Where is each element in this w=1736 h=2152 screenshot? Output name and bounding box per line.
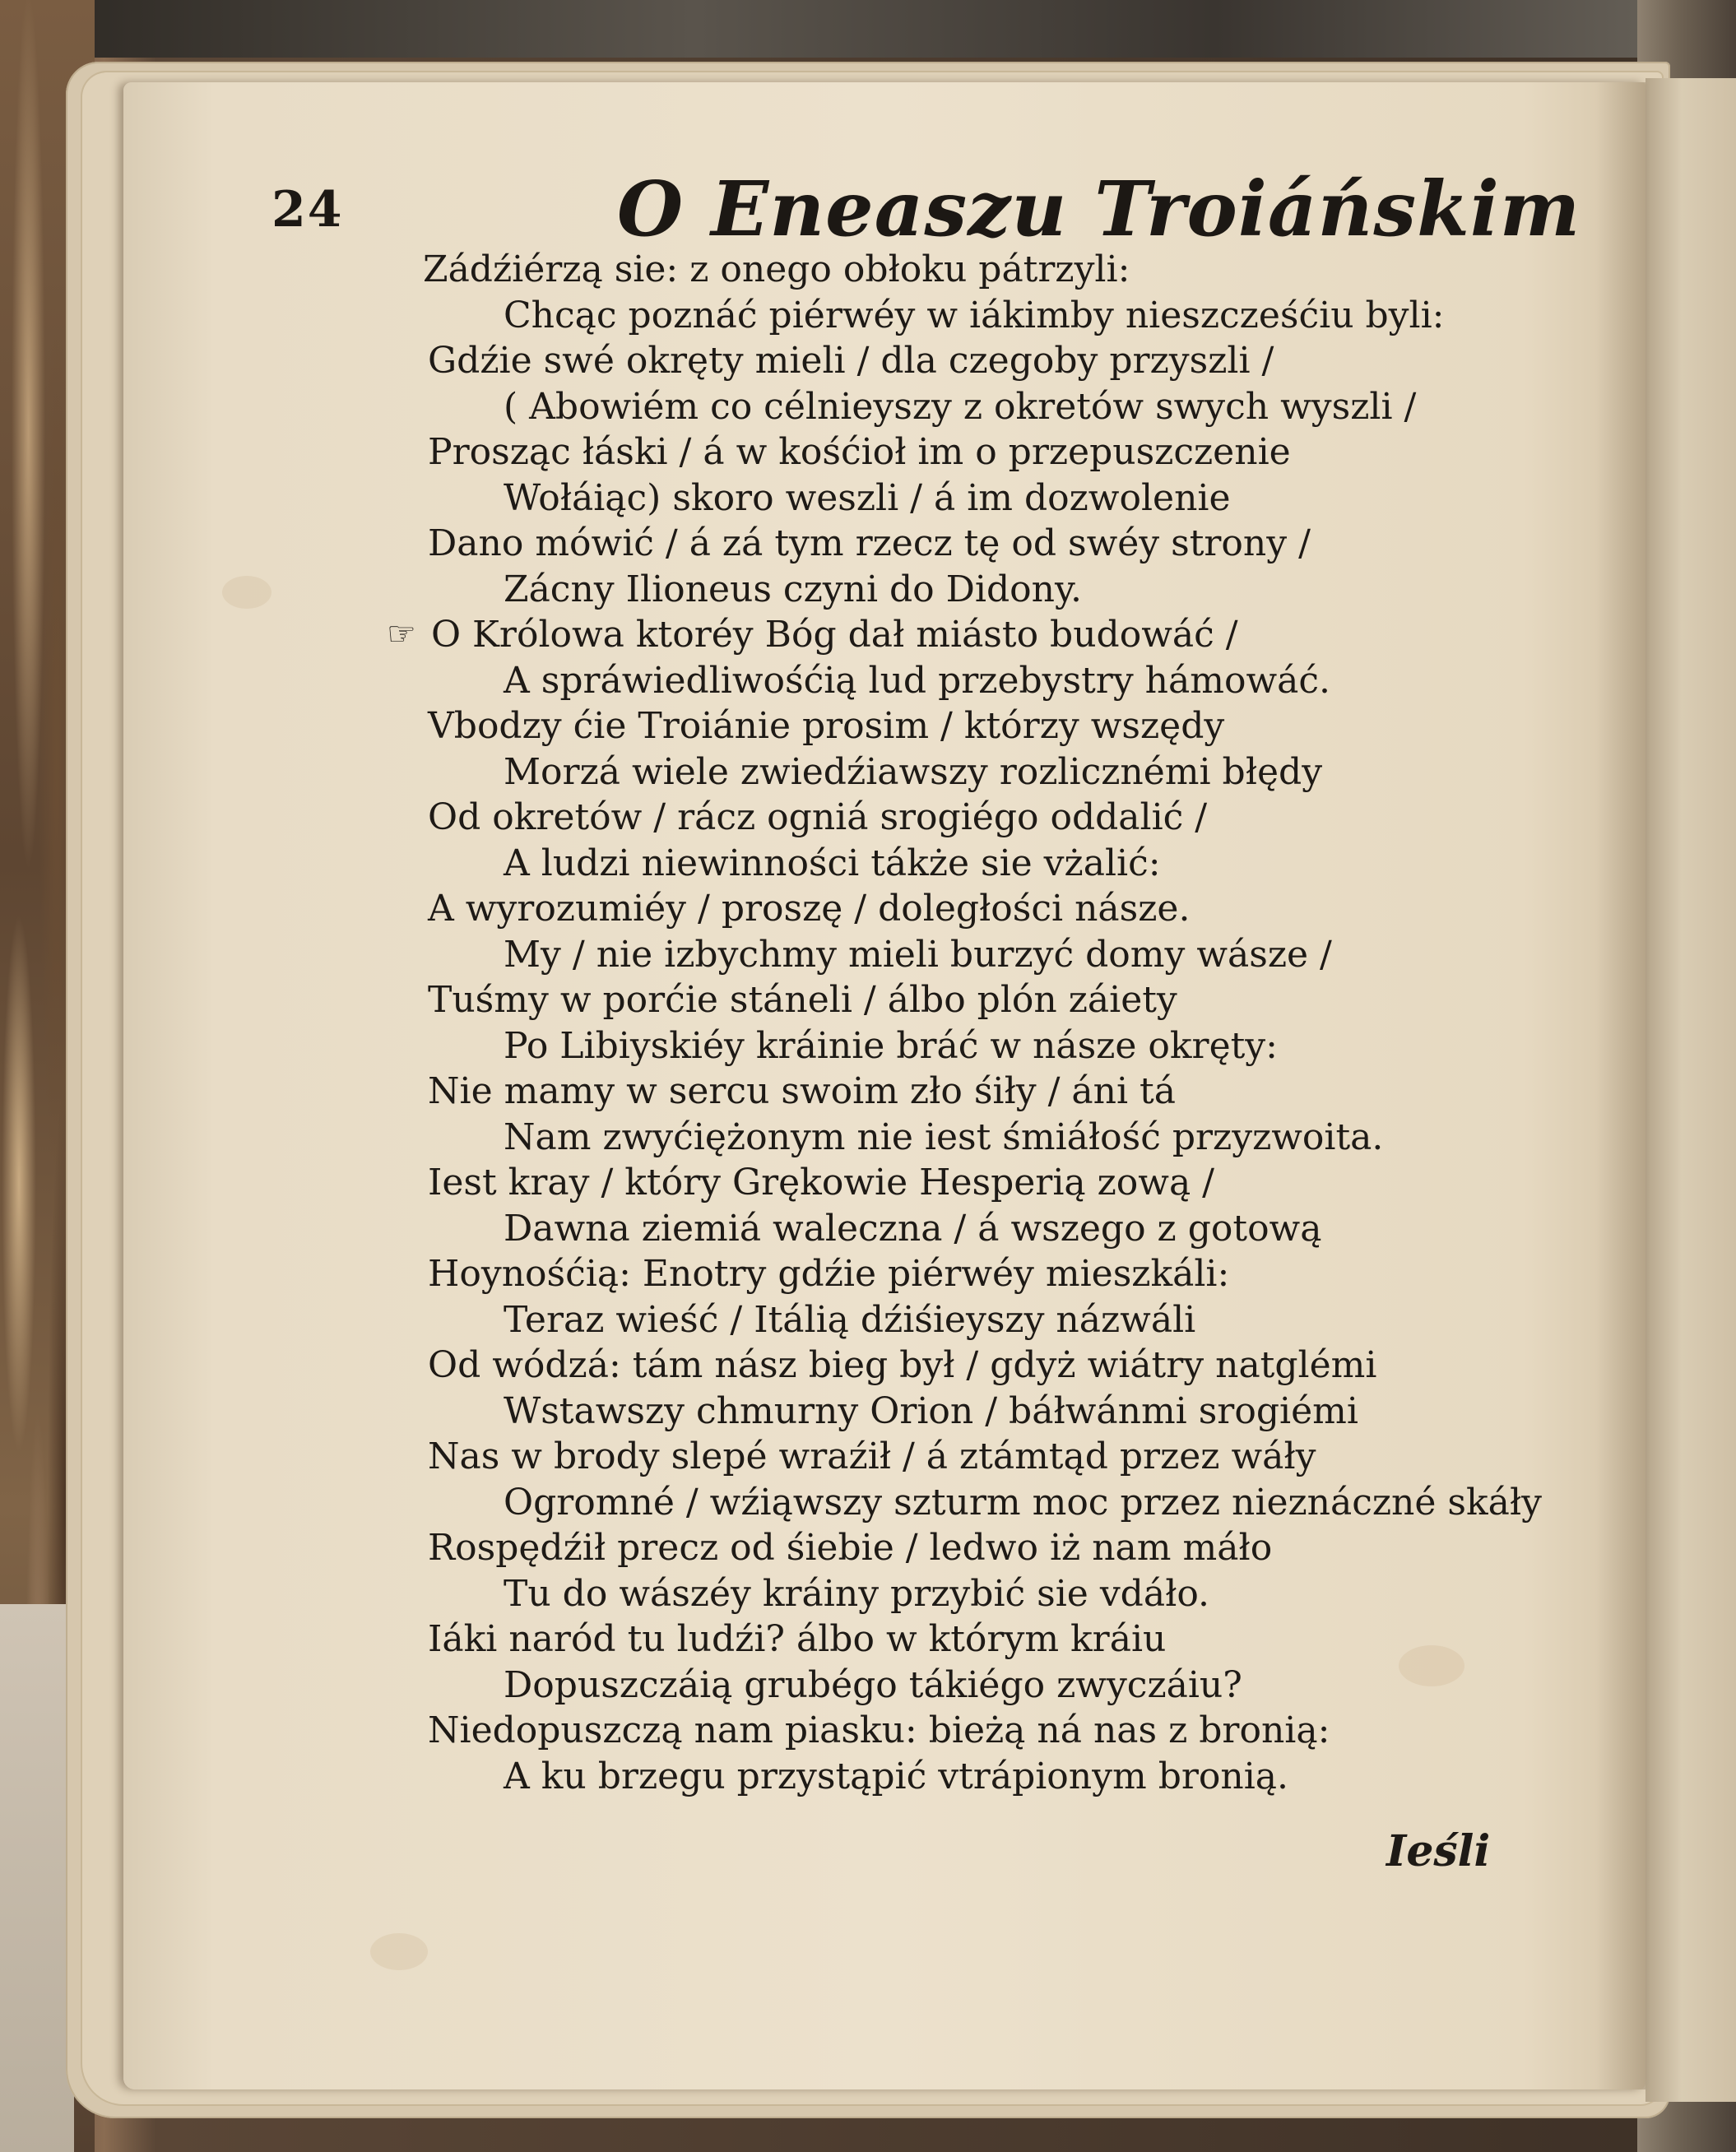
verse-line: Rospędźił precz od śiebie / ledwo iż nam máło — [428, 1527, 1273, 1569]
verse-block — [387, 247, 1543, 1799]
verse-line: A wyrozumiéy / proszę / doległości násze. — [428, 888, 1191, 930]
foxing-spot — [222, 576, 272, 609]
cover-board-lower — [0, 1604, 74, 2152]
verse-line: Nie mamy w sercu swoim zło śiły / áni tá — [428, 1070, 1176, 1112]
running-title: O Eneaszu Troiáńskim — [617, 165, 1581, 253]
verse-line: Tu do wászéy kráiny przybić sie vdáło. — [504, 1572, 1210, 1615]
verse-line: Ogromné / wźiąwszy szturm moc przez nieznáczné skáły — [504, 1481, 1543, 1524]
verse-line: Dopuszczáią grubégo tákiégo zwyczáiu? — [504, 1663, 1242, 1706]
verse-line: Vbodzy ćie Troiánie prosim / którzy wszędy — [428, 705, 1225, 747]
verse-line: Zácny Ilioneus czyni do Didony. — [504, 568, 1082, 610]
verse-line: Wstawszy chmurny Orion / báłwánmi srogiémi — [504, 1389, 1358, 1432]
foxing-spot — [370, 1933, 428, 1970]
verse-line: A spráwiedliwośćią lud przebystry hámowáć. — [504, 659, 1330, 702]
verse-line: Prosząc łáski / á w kośćioł im o przepuszczenie — [428, 431, 1291, 473]
verse-line: Morzá wiele zwiedźiawszy rozlicznémi błędy — [504, 750, 1323, 793]
verse-line: Dano mówić / á zá tym rzecz tę od swéy strony / — [428, 522, 1311, 564]
background-top — [0, 0, 1736, 58]
catchword: Ieśli — [1386, 1826, 1491, 1876]
pilcrow-fleuron-icon: ☞ — [387, 615, 416, 653]
verse-line: Niedopuszczą nam piasku: bieżą ná nas z bronią: — [428, 1709, 1330, 1751]
verse-line: My / nie izbychmy mieli burzyć domy wásze / — [504, 933, 1332, 976]
verse-line: Od wódzá: tám nász bieg był / gdyż wiátry natglémi — [428, 1344, 1377, 1386]
verse-line-with-fleuron — [387, 612, 1448, 658]
verse-line: Chcąc poznáć piérwéy w iákimby nieszcześćiu byli: — [504, 294, 1445, 336]
verse-line: Iáki naród tu ludźi? álbo w którym kráiu — [428, 1618, 1167, 1660]
facing-page-edge — [1645, 78, 1736, 2102]
verse-line: Po Libiyskiéy kráinie bráć w násze okręty: — [504, 1024, 1278, 1067]
verse-line: Teraz wieść / Itálią dźiśieyszy názwáli — [504, 1298, 1196, 1341]
verse-line: A ludzi niewinności tákże sie vżalić: — [504, 842, 1161, 884]
verse-line-text: O Królowa ktoréy Bóg dał miásto budowáć / — [431, 614, 1238, 656]
verse-line: Od okretów / rácz ogniá srogiégo oddalić / — [428, 796, 1208, 838]
verse-line: Dawna ziemiá waleczna / á wszego z gotową — [504, 1207, 1322, 1250]
spine-shadow — [1596, 82, 1645, 2089]
verse-line: Wołáiąc) skoro weszli / á im dozwolenie — [504, 476, 1231, 519]
verse-line: ( Abowiém co célnieyszy z okretów swych wyszli / — [504, 385, 1417, 428]
verse-line: Iest kray / który Grękowie Hesperią zową / — [428, 1162, 1214, 1204]
verse-line: Nas w brody slepé wraźił / á ztámtąd przez wáły — [428, 1435, 1316, 1477]
verse-line: A ku brzegu przystąpić vtrápionym bronią. — [504, 1755, 1289, 1797]
page-number: 24 — [272, 181, 344, 239]
verse-line: Hoynośćią: Enotry gdźie piérwéy mieszkáli: — [428, 1253, 1230, 1295]
verse-line: Zádźiérzą sie: z onego obłoku pátrzyli: — [423, 248, 1130, 290]
verse-line: Gdźie swé okręty mieli / dla czegoby przyszli / — [428, 340, 1274, 382]
verse-line: Tuśmy w porćie stáneli / álbo plón záiety — [428, 979, 1177, 1021]
verse-line: Nam zwyćiężonym nie iest śmiáłość przyzwoita. — [504, 1115, 1384, 1158]
